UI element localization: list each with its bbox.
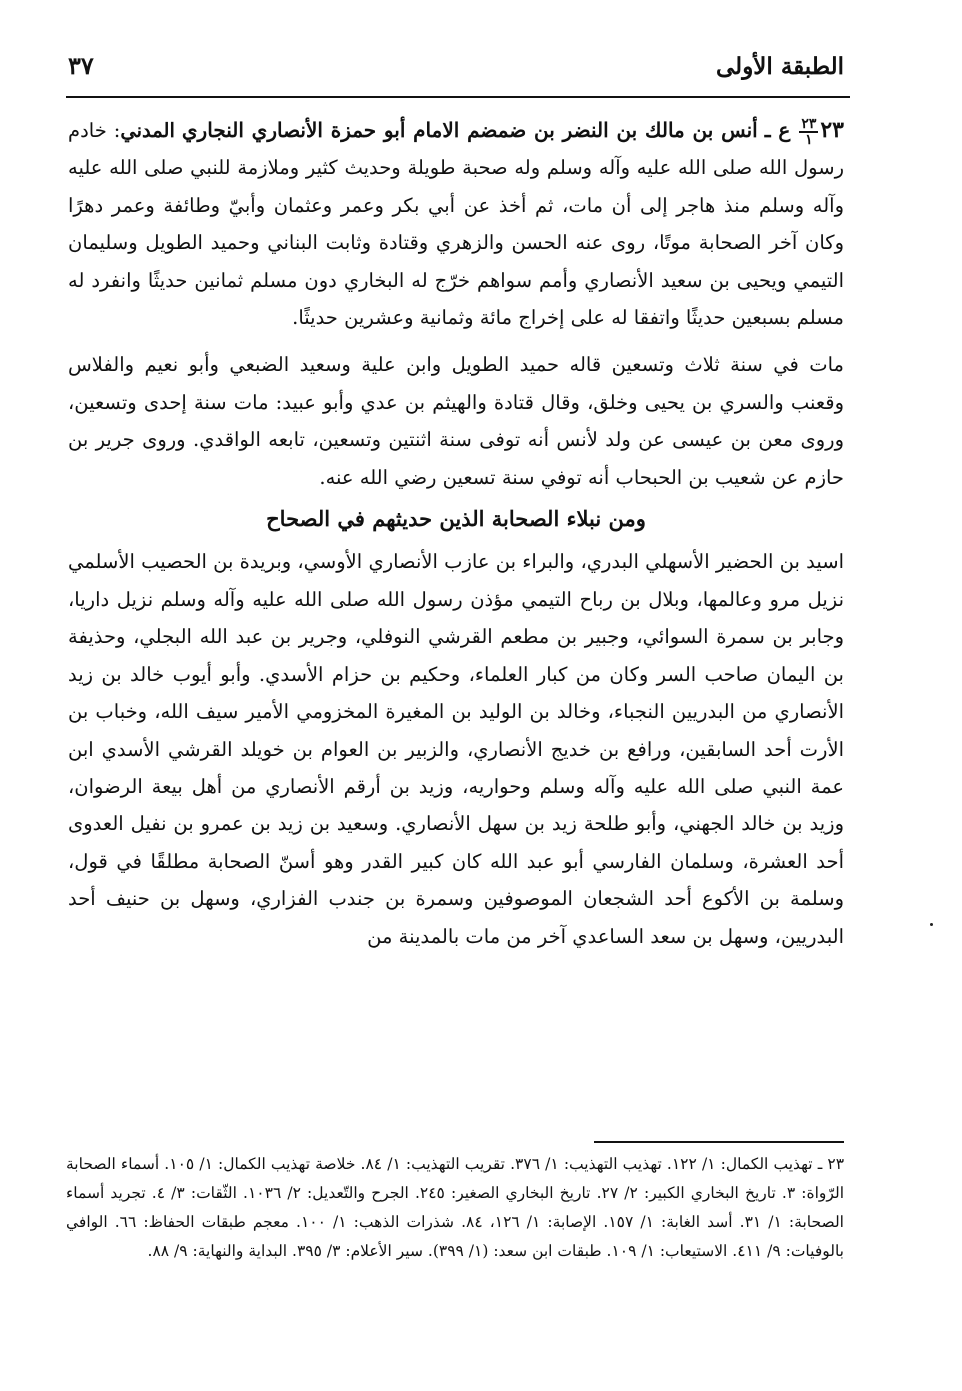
header-rule bbox=[66, 96, 850, 98]
fraction-top: ٢٣ bbox=[801, 115, 817, 132]
fraction-bottom: ١ bbox=[805, 131, 813, 148]
main-text bbox=[68, 112, 844, 955]
entry-number: ٢٣ bbox=[820, 117, 844, 143]
page-header bbox=[68, 40, 844, 80]
running-title: الطبقة الأولى bbox=[716, 53, 844, 80]
entry-code: ع ـ bbox=[764, 118, 791, 142]
entry-fraction bbox=[799, 117, 818, 147]
entry-death-paragraph: مات في سنة ثلاث وتسعين قاله حميد الطويل وابن علية وسعيد الضبعي وأبو نعيم والفلاس وقعنب والسري بن يحيى وخلق، وقال قتادة والهيثم بن عدي وأبو عبيد: مات سنة إحدى وتسعين، وروى معن بن عيسى عن ولد لأنس أنه توفى سنة اثنتين وتسعين، تابعه الواقدي. وروى جرير بن حازم عن شعيب بن الحبحاب أنه توفي سنة تسعين رضي الله عنه. bbox=[68, 353, 844, 489]
section-heading: ومن نبلاء الصحابة الذين حديثهم في الصحاح bbox=[266, 506, 646, 532]
entry-name: أنس بن مالك بن النضر بن ضمضم الامام أبو حمزة الأنصاري النجاري bbox=[181, 118, 758, 142]
footnote-rule bbox=[594, 1141, 844, 1143]
section-body: اسيد بن الحضير الأسهلي البدري، والبراء بن عازب الأنصاري الأوسي، وبريدة بن الحصيب الأسلمي نزيل مرو وعالمها، وبلال بن رباح التيمي مؤذن رسول الله صلى الله عليه وآله وسلم نزيل داريا، وجابر بن سمرة السوائي، وجبير بن مطعم القرشي النوفلي، وجرير بن عبد الله البجلي، وحذيفة بن اليمان صاحب السر وكان من كبار العلماء، وحكيم بن حزام الأسدي. وأبو أيوب خالد بن زيد الأنصاري من البدريين النجباء، وخالد بن الوليد بن المغيرة المخزومي الأمير سيف الله، وخباب بن الأرت أحد السابقين، ورافع بن خديج الأنصاري، والزبير بن العوام بن خويلد القرشي الأسدي ابن عمة النبي صلى الله عليه وآله وسلم وحواريه، وزيد بن أرقم الأنصاري من أهل بيعة الرضوان، وزيد بن خالد الجهني، وأبو طلحة زيد بن سهل الأنصاري. وسعيد بن زيد بن عمرو بن نفيل العدوى أحد العشرة، وسلمان الفارسي أبو عبد الله كان كبير القدر وهو أسنّ الصحابة مطلقًا في قول، وسلمة بن الأكوع أحد الشجعان الموصوفين وسمرة بن جندب الفزاري، وسهل بن حنيف أحد البدريين، وسهل بن سعد الساعدي آخر من مات بالمدينة من bbox=[68, 550, 844, 948]
entry-paragraph bbox=[68, 112, 844, 336]
entry-bio: : خادم رسول الله صلى الله عليه وآله وسلم وله صحبة طويلة وحديث كثير وملازمة للنبي صلى الله عليه وآله وسلم منذ هاجر إلى أن مات، ثم أخذ عن أبي بكر وعمر وعثمان وأبيّ وطائفة وعمر دهرًا وكان آخر الصحابة موتًا، روى عنه الحسن والزهري وقتادة وثابت البناني وحميد الطويل وسليمان التيمي ويحيى بن سعيد الأنصاري وأمم سواهم خرّج له البخاري دون مسلم ثمانين حديثًا وانفرد له مسلم بسبعين حديثًا واتفقا له على إخراج مائة وثمانية وعشرين حديثًا. bbox=[68, 119, 844, 330]
page-number: ٣٧ bbox=[68, 51, 94, 80]
scan-speck bbox=[930, 923, 933, 926]
entry-nisba: المدني bbox=[120, 119, 175, 142]
footnotes bbox=[66, 1150, 844, 1266]
footnote-text: ٢٣ ـ تهذيب الكمال: ١/ ١٢٢. تهذيب التهذيب: ١/ ٣٧٦. تقريب التهذيب: ١/ ٨٤. خلاصة تهذيب الكمال: ١/ ١٠٥. أسماء الصحابة الرّواة: ٣. تاريخ البخاري الكبير: ٢/ ٢٧. تاريخ البخاري الصغير: ٢٤٥. الجرح والتّعديل: ٢/ ١٠٣٦. الثّقات: ٣/ ٤. تجريد أسماء الصحابة: ١/ ٣١. أسد الغابة: ١/ ١٥٧. الإصابة: ١/ ١٢٦، ٨٤. شذرات الذهب: ١/ ١٠٠. معجم طبقات الحفاظ: ٦٦. الوافي بالوفيات: ٩/ ٤١١. الاستيعاب: ١/ ١٠٩. طبقات ابن سعد: (١/ ٣٩٩). سير الأعلام: ٣/ ٣٩٥. البداية والنهاية: ٩/ ٨٨. bbox=[66, 1155, 845, 1260]
